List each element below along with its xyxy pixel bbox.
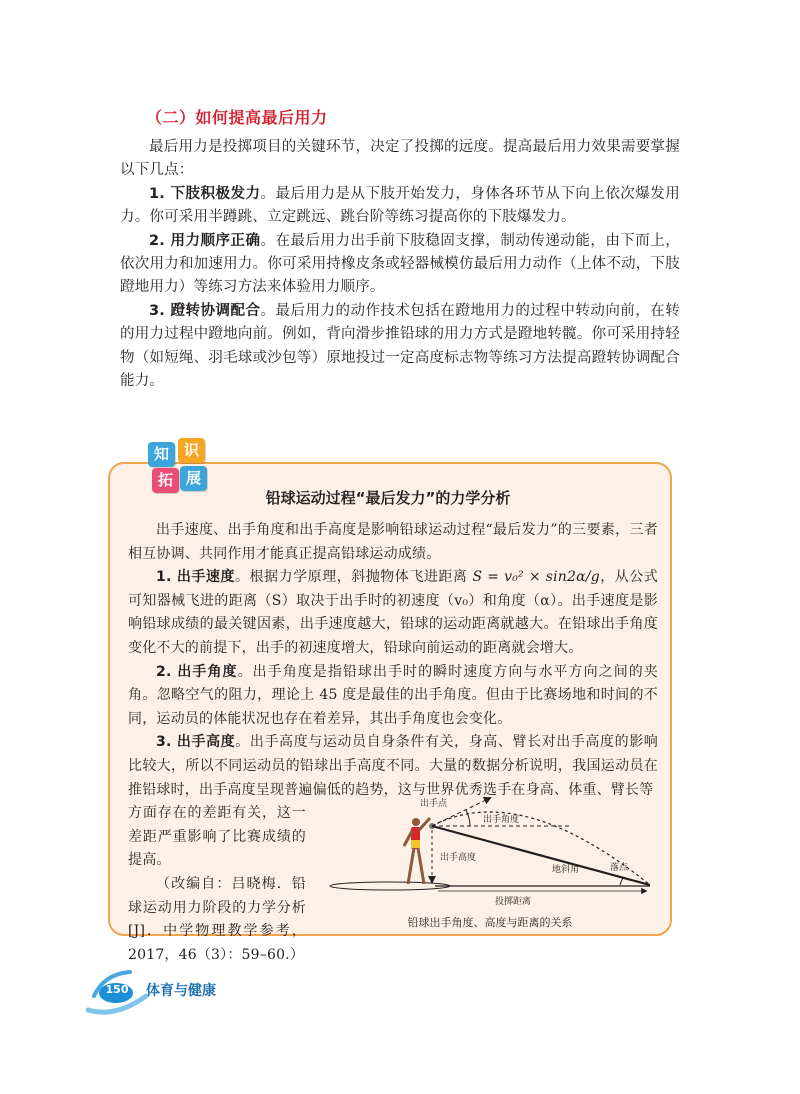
badge-tile: 知 bbox=[148, 442, 175, 467]
box-paragraph-tail: 方面存在的差距有关，这一差距严重影响了比赛成绩的提高。 bbox=[128, 805, 306, 869]
release-angle-arc bbox=[466, 810, 470, 826]
page-number: 150 bbox=[105, 983, 129, 996]
label-release-height: 出手高度 bbox=[440, 853, 477, 863]
box-intro: 出手速度、出手角度和出手高度是影响铅球运动过程“最后发力”的三要素，三者相互协调、共同作用才能真正提高铅球运动成绩。 bbox=[128, 522, 658, 562]
point-text: 。在最后用力出手前下肢稳固支撑，制动传递动能，由下而上，依次用力和加速用力。你可采用持橡皮条或轻器械模仿最后用力动作（上体不动，下肢蹬地用力）等练习方法来体验用力顺序。 bbox=[120, 232, 680, 296]
throwing-circle bbox=[330, 882, 450, 890]
box-point-title: 1. 出手速度 bbox=[156, 569, 235, 586]
ground-angle-arc bbox=[620, 878, 623, 885]
box-title: 铅球运动过程“最后发力”的力学分析 bbox=[265, 489, 511, 507]
label-throw-distance: 投掷距离 bbox=[495, 897, 532, 907]
badge-tile: 展 bbox=[180, 466, 207, 491]
box-point-text: ，从公式可知器械飞进的距离（S）取决于出手时的初速度（v₀）和角度（α）。出手速度是影响铅球成绩的最关键因素，出手速度越大，铅球的运动距离就越大。在铅球出手角度变化不大的前提下，出手的初速度增大，铅球向前运动的距离就会增大。 bbox=[128, 569, 658, 656]
box-point-text: 。根据力学原理，斜抛物体飞进距离 bbox=[234, 569, 473, 586]
badge-tile: 识 bbox=[178, 438, 205, 463]
box-point-text: 。出手高度与运动员自身条件有关，身高、臂长对出手高度的影响比较大，所以不同运动员的铅球出手高度不同。大量的数据分析说明，我国运动员在推铅球时，出手高度呈现普遍偏低的趋势，这与世界优秀选手在身高、体重、臂长等 bbox=[128, 734, 658, 798]
diagram-caption: 铅球出手角度、高度与距离的关系 bbox=[407, 916, 573, 929]
trajectory-curve bbox=[432, 812, 650, 885]
point-title: 1. 下肢积极发力 bbox=[149, 185, 261, 202]
intro-paragraph: 最后用力是投掷项目的关键环节，决定了投掷的远度。提高最后用力效果需要掌握以下几点： bbox=[120, 139, 680, 179]
box-point-title: 2. 出手角度 bbox=[156, 663, 238, 680]
point-title: 3. 蹬转协调配合 bbox=[149, 302, 261, 319]
label-release-point: 出手点 bbox=[420, 799, 448, 809]
source-citation: （改编自：吕晓梅．铅球运动用力阶段的力学分析[J]．中学物理教学参考，2017，46（3）：59–60.） bbox=[128, 875, 306, 963]
label-ground-angle: 地斜角 bbox=[552, 865, 580, 875]
point-paragraph bbox=[120, 230, 680, 300]
shot-put-diagram bbox=[320, 790, 670, 910]
box-point-title: 3. 出手高度 bbox=[156, 734, 236, 751]
point-paragraph bbox=[120, 300, 680, 394]
box-paragraph bbox=[128, 566, 658, 660]
point-paragraph bbox=[120, 183, 680, 230]
label-release-angle: 出手角度 bbox=[483, 815, 520, 825]
point-text: 。最后用力是从下肢开始发力，身体各环节从下向上依次爆发用力。你可采用半蹲跳、立定跳远、跳台阶等练习提高你的下肢爆发力。 bbox=[120, 185, 680, 226]
athlete-figure bbox=[404, 818, 430, 884]
label-landing-point: 落点 bbox=[610, 863, 629, 873]
point-title: 2. 用力顺序正确 bbox=[149, 232, 261, 249]
box-paragraph bbox=[128, 661, 658, 732]
section-body bbox=[120, 136, 680, 393]
box-point-text: 。出手角度是指铅球出手时的瞬时速度方向与水平方向之间的夹角。忽略空气的阻力，理论上 45 度是最佳的出手角度。但由于比赛场地和时间的不同，运动员的体能状况也存在着差异，其出手角度也会变化。 bbox=[128, 663, 658, 727]
badge-tile: 拓 bbox=[152, 468, 179, 493]
point-text: 。最后用力的动作技术包括在蹬地用力的过程中转动向前，在转的用力过程中蹬地向前。例如，背向滑步推铅球的用力方式是蹬地转髋。你可采用持轻物（如短绳、羽毛球或沙包等）原地投过一定高度标志物等练习方法提高蹬转协调配合能力。 bbox=[120, 302, 680, 390]
book-title: 体育与健康 bbox=[146, 983, 216, 999]
distance-formula: S = v₀² × sin2α/g bbox=[472, 569, 600, 586]
section-heading: （二）如何提高最后用力 bbox=[146, 108, 328, 127]
